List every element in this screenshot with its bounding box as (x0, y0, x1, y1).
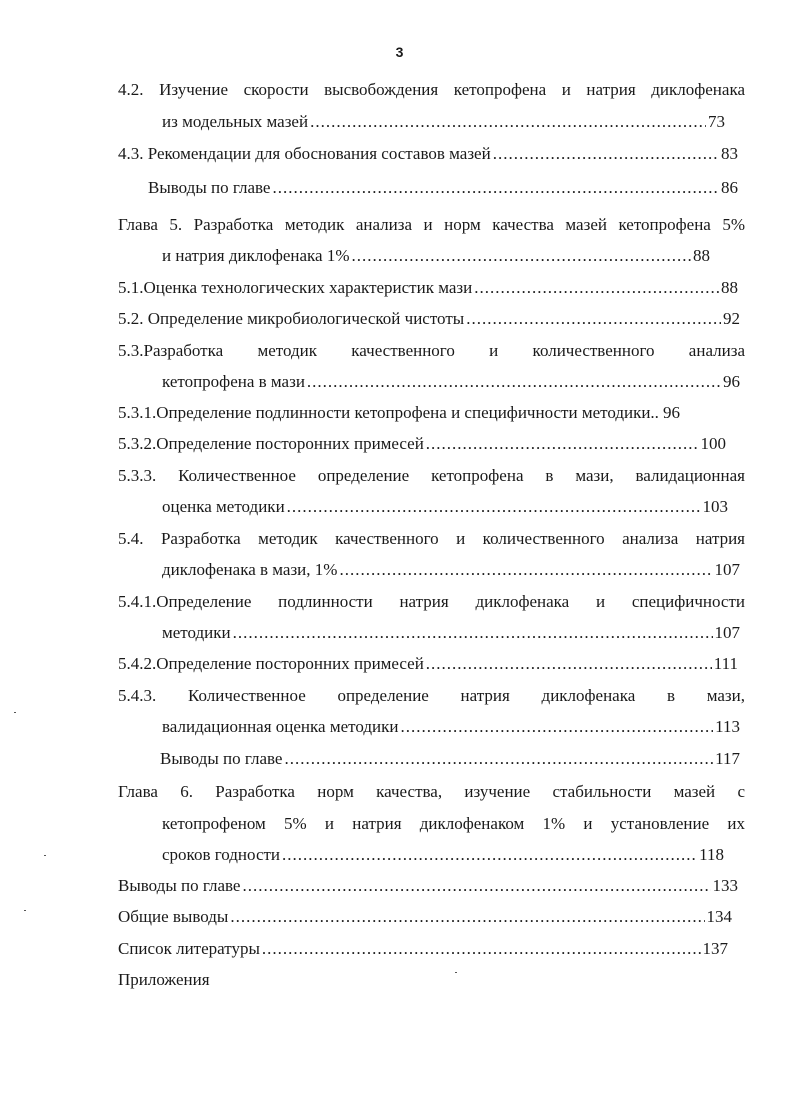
toc-page-number: 117 (715, 749, 740, 768)
toc-chapter-6-cont2 (162, 845, 724, 865)
toc-entry-text: кетопрофена в мази (162, 372, 305, 391)
scan-speck (24, 910, 26, 911)
toc-entry-5-1 (118, 278, 738, 298)
leader-dots (400, 717, 713, 737)
toc-entry-text: 5.3.2.Определение посторонних примесей (118, 434, 424, 453)
toc-page-number: 133 (712, 876, 738, 895)
toc-entry-5-4-2 (118, 654, 738, 674)
leader-dots (426, 434, 699, 454)
toc-chapter-5-cont (162, 246, 710, 266)
toc-chapter-6: Глава 6. Разработка норм качества, изучение стабильности мазей с (118, 782, 745, 801)
scan-speck (44, 855, 46, 856)
toc-page-number: 103 (702, 497, 728, 516)
toc-page-number: 92 (723, 309, 740, 328)
toc-page-number: 113 (715, 717, 740, 736)
leader-dots (262, 939, 701, 959)
toc-chapter-6-cont: кетопрофеном 5% и натрия диклофенаком 1% и установление их (162, 814, 745, 833)
toc-entry-text: Список литературы (118, 939, 260, 958)
leader-dots (466, 309, 721, 329)
toc-entry-appendices: Приложения (118, 970, 210, 989)
leader-dots (310, 112, 706, 132)
toc-entry-5-3-cont (162, 372, 740, 392)
toc-page-number: 83 (721, 144, 738, 163)
scan-speck (455, 972, 457, 973)
toc-entry-5-3: 5.3.Разработка методик качественного и количественного анализа (118, 341, 745, 360)
leader-dots (272, 178, 719, 198)
toc-entry-5-4-cont (162, 560, 740, 580)
page-number: 3 (395, 44, 404, 60)
leader-dots (493, 144, 719, 164)
toc-entry-conclusions-5 (160, 749, 740, 769)
toc-page-number: 88 (721, 278, 738, 297)
leader-dots (287, 497, 701, 517)
leader-dots (242, 876, 710, 896)
toc-page-number: 134 (706, 907, 732, 926)
toc-entry-text: 5.1.Оценка технологических характеристик мази (118, 278, 473, 297)
leader-dots (282, 845, 697, 865)
toc-page-number: 86 (721, 178, 738, 197)
toc-page-number: 96 (662, 403, 680, 422)
toc-page-number: 107 (714, 560, 740, 579)
scan-speck (14, 712, 16, 713)
toc-page-number: 100 (700, 434, 726, 453)
toc-entry-5-4-3: 5.4.3. Количественное определение натрия диклофенака в мази, (118, 686, 745, 705)
toc-entry-5-4-1-cont (162, 623, 740, 643)
leader-dots (426, 654, 712, 674)
toc-entry-references (118, 939, 728, 959)
toc-entry-text: сроков годности (162, 845, 281, 864)
toc-entry-4-2-cont (162, 112, 725, 132)
toc-entry-5-3-2 (118, 434, 726, 454)
toc-entry-4-2: 4.2. Изучение скорости высвобождения кетопрофена и натрия диклофенака (118, 80, 745, 99)
leader-dots (233, 623, 713, 643)
toc-entry-conclusions-4 (148, 178, 738, 198)
toc-entry-5-3-1 (118, 403, 740, 423)
toc-entry-5-4-1: 5.4.1.Определение подлинности натрия диклофенака и специфичности (118, 592, 745, 611)
toc-entry-text: методики (162, 623, 231, 642)
toc-entry-text: Выводы по главе (148, 178, 271, 197)
toc-entry-text: 4.3. Рекомендации для обоснования составов мазей (118, 144, 491, 163)
leader-dots (230, 907, 704, 927)
toc-entry-text: Общие выводы (118, 907, 229, 926)
toc-page-number: 111 (713, 654, 738, 673)
toc-entry-text: 5.2. Определение микробиологической чистоты (118, 309, 465, 328)
toc-chapter-5: Глава 5. Разработка методик анализа и норм качества мазей кетопрофена 5% (118, 215, 745, 234)
toc-entry-5-3-3-cont (162, 497, 728, 517)
toc-entry-5-4-3-cont (162, 717, 740, 737)
leader-dots (352, 246, 691, 266)
leader-dots (474, 278, 719, 298)
toc-page-number: 96 (723, 372, 740, 391)
toc-entry-text: Выводы по главе (160, 749, 283, 768)
leader-dots (339, 560, 712, 580)
toc-entry-text: оценка методики (162, 497, 285, 516)
toc-page-number: 88 (693, 246, 710, 265)
toc-entry-5-3-3: 5.3.3. Количественное определение кетопрофена в мази, валидационная (118, 466, 745, 485)
toc-page-number: 137 (702, 939, 728, 958)
toc-entry-text: валидационная оценка методики (162, 717, 399, 736)
leader-dots (284, 749, 713, 769)
toc-entry-4-3 (118, 144, 738, 164)
toc-entry-text: 5.4.2.Определение посторонних примесей (118, 654, 424, 673)
toc-entry-general-conclusions (118, 907, 732, 927)
toc-entry-conclusions-6 (118, 876, 738, 896)
toc-page-number: 107 (714, 623, 740, 642)
leader-dots (307, 372, 721, 392)
toc-entry-5-2 (118, 309, 740, 329)
toc-page-number: 73 (708, 112, 725, 131)
toc-entry-5-4: 5.4. Разработка методик качественного и количественного анализа натрия (118, 529, 745, 548)
toc-entry-text: диклофенака в мази, 1% (162, 560, 338, 579)
toc-page-number: 118 (699, 845, 724, 864)
toc-entry-text: Выводы по главе (118, 876, 241, 895)
toc-entry-text: из модельных мазей (162, 112, 309, 131)
toc-entry-text: и натрия диклофенака 1% (162, 246, 350, 265)
toc-entry-text: 5.3.1.Определение подлинности кетопрофена и специфичности методики.. (118, 403, 659, 422)
